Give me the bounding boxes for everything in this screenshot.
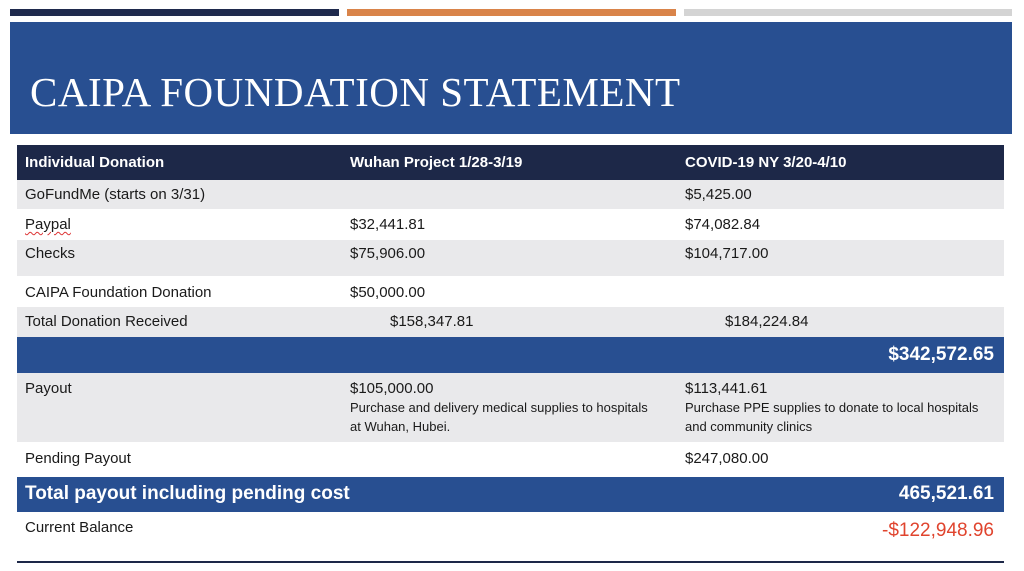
checks-covid: $104,717.00 bbox=[685, 245, 769, 262]
payout-covid-description: Purchase PPE supplies to donate to local hospitals and community clinics bbox=[685, 400, 979, 434]
statement-table bbox=[17, 145, 1004, 554]
gofundme-covid: $5,425.00 bbox=[685, 186, 752, 203]
paypal-wuhan: $32,441.81 bbox=[350, 216, 426, 233]
title-banner bbox=[10, 22, 1012, 134]
total-donation-covid: $184,224.84 bbox=[725, 313, 809, 330]
table-row-pending-payout bbox=[17, 442, 1004, 477]
total-payout-value: 465,521.61 bbox=[898, 483, 994, 504]
page-title: CAIPA FOUNDATION STATEMENT bbox=[30, 69, 681, 115]
balance-value: -$122,948.96 bbox=[882, 520, 994, 541]
payout-wuhan bbox=[350, 379, 650, 436]
header-individual-donation: Individual Donation bbox=[25, 154, 165, 171]
table-row-current-balance bbox=[17, 512, 1004, 554]
table-row-total-donation bbox=[17, 307, 1004, 337]
caipa-label: CAIPA Foundation Donation bbox=[25, 284, 212, 301]
header-covid-ny: COVID-19 NY 3/20-4/10 bbox=[685, 154, 847, 171]
grand-donation-total: $342,572.65 bbox=[888, 344, 994, 365]
table-row-grand-donation-total bbox=[17, 337, 1004, 373]
total-donation-wuhan: $158,347.81 bbox=[390, 313, 474, 330]
checks-label: Checks bbox=[25, 245, 76, 262]
table-row-paypal bbox=[17, 209, 1004, 240]
payout-covid-amount: $113,441.61 bbox=[685, 380, 768, 397]
pending-label: Pending Payout bbox=[25, 450, 131, 467]
pending-covid: $247,080.00 bbox=[685, 450, 769, 467]
paypal-covid: $74,082.84 bbox=[685, 216, 761, 233]
gofundme-label: GoFundMe (starts on 3/31) bbox=[25, 186, 206, 203]
accent-bar-grey bbox=[684, 9, 1012, 16]
payout-wuhan-description: Purchase and delivery medical supplies to hospitals at Wuhan, Hubei. bbox=[350, 400, 648, 434]
table-header-row bbox=[17, 145, 1004, 180]
table-row-gofundme bbox=[17, 180, 1004, 209]
balance-label: Current Balance bbox=[25, 519, 134, 536]
table-row-checks bbox=[17, 240, 1004, 276]
checks-wuhan: $75,906.00 bbox=[350, 245, 426, 262]
bottom-divider bbox=[17, 561, 1004, 563]
payout-label: Payout bbox=[25, 380, 72, 397]
caipa-wuhan: $50,000.00 bbox=[350, 284, 426, 301]
payout-covid bbox=[685, 379, 985, 436]
table-row-total-payout bbox=[17, 477, 1004, 512]
table-row-caipa-donation bbox=[17, 276, 1004, 307]
accent-bar-orange bbox=[347, 9, 676, 16]
header-wuhan-project: Wuhan Project 1/28-3/19 bbox=[350, 154, 523, 171]
paypal-label: Paypal bbox=[25, 216, 71, 233]
table-row-payout bbox=[17, 373, 1004, 442]
payout-wuhan-amount: $105,000.00 bbox=[350, 380, 434, 397]
total-donation-label: Total Donation Received bbox=[25, 313, 188, 330]
accent-bar-navy bbox=[10, 9, 339, 16]
total-payout-label: Total payout including pending cost bbox=[25, 483, 350, 504]
